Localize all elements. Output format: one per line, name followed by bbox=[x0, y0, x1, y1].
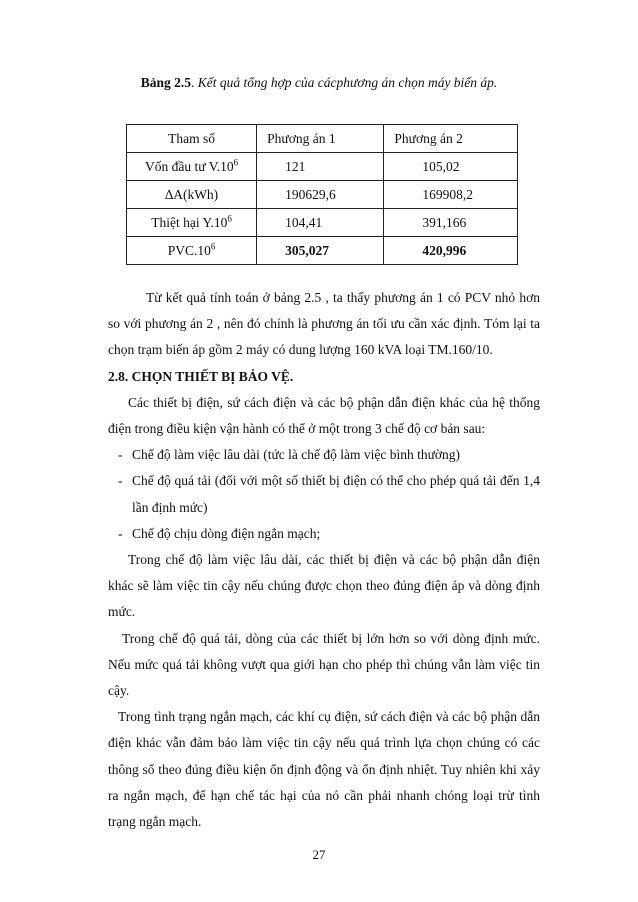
bullet-dash: - bbox=[118, 525, 123, 541]
bullet-dash: - bbox=[118, 447, 123, 463]
list-item bbox=[108, 468, 540, 520]
header-cell: Tham số bbox=[127, 125, 257, 153]
table-row bbox=[127, 153, 518, 181]
row-label-text: Vốn đầu tư V.10 bbox=[145, 158, 234, 174]
cell-value: 104,41 bbox=[257, 209, 384, 237]
cell-value: 190629,6 bbox=[257, 181, 384, 209]
row-label-text: ∆A(kWh) bbox=[164, 186, 219, 202]
row-label-text: Thiệt hại Y.10 bbox=[151, 214, 228, 230]
cell-value: 420,996 bbox=[384, 237, 518, 265]
table-header-row bbox=[127, 125, 518, 153]
list-item bbox=[108, 442, 540, 468]
paragraph: Trong chế độ làm việc lâu dài, các thiết bị điện và các bộ phận dẫn điện khác sẽ làm việc tin cậy nếu chúng được chọn theo đúng điện áp và dòng định mức. bbox=[108, 552, 540, 620]
paragraph: Từ kết quả tính toán ở bảng 2.5 , ta thấy phương án 1 có PCV nhỏ hơn so với phương án 2 , nên đó chính là phương án tối ưu cần xác định. Tóm lại ta chọn trạm biến áp gồm 2 máy có dung lượng 160 kVA loại TM.160/10. bbox=[108, 290, 540, 358]
cell-value: 391,166 bbox=[384, 209, 518, 237]
section-heading: 2.8. CHỌN THIẾT BỊ BẢO VỆ. bbox=[108, 368, 294, 384]
row-label-text: PVC.10 bbox=[167, 242, 211, 258]
header-cell: Phương án 1 bbox=[257, 125, 384, 153]
cell-value: 105,02 bbox=[384, 153, 518, 181]
table-caption bbox=[0, 74, 638, 92]
cell-value: 169908,2 bbox=[384, 181, 518, 209]
list-item-text: Chế độ chịu dòng điện ngắn mạch; bbox=[132, 525, 321, 541]
cell-value: 305,027 bbox=[257, 237, 384, 265]
table-row bbox=[127, 181, 518, 209]
paragraph: Các thiết bị điện, sứ cách điện và các bộ phận dẫn điện khác của hệ thống điện trong điều kiện vận hành có thể ở một trong 3 chế độ cơ bản sau: bbox=[108, 394, 540, 437]
table-row bbox=[127, 209, 518, 237]
bullet-dash: - bbox=[118, 473, 123, 489]
paragraph: Trong chế độ quá tải, dòng của các thiết bị lớn hơn so với dòng định mức. Nếu mức quá tải không vượt qua giới hạn cho phép thì chúng vẫn làm việc tin cậy. bbox=[108, 630, 540, 699]
list-item-text: Chế độ làm việc lâu dài (tức là chế độ làm việc bình thường) bbox=[132, 447, 461, 463]
table-row bbox=[127, 237, 518, 265]
header-cell: Phương án 2 bbox=[384, 125, 518, 153]
row-label bbox=[127, 153, 257, 181]
page-number: 27 bbox=[312, 847, 326, 862]
caption-label: Bảng 2.5 bbox=[140, 75, 191, 90]
caption-text: Kết quả tổng hợp của cácphương án chọn máy biến áp. bbox=[197, 75, 498, 90]
row-label-exponent: 6 bbox=[210, 241, 216, 251]
cell-value: 121 bbox=[257, 153, 384, 181]
list-item bbox=[108, 521, 540, 547]
body-text bbox=[108, 285, 540, 835]
caption-separator: . bbox=[190, 75, 198, 90]
paragraph: Trong tình trạng ngắn mạch, các khí cụ điện, sứ cách điện và các bộ phận dẫn điện khác vẫn đảm bảo làm việc tin cậy nếu quá trình lựa chọn chúng có các thông số theo đúng điều kiện ổn định động và ổn định nhiệt. Tuy nhiên khi xảy ra ngắn mạch, để hạn chế tác hại của nó cần phải nhanh chóng loại trừ tình trạng ngắn mạch. bbox=[108, 709, 540, 830]
row-label-exponent: 6 bbox=[227, 213, 232, 223]
row-label bbox=[127, 209, 257, 237]
row-label bbox=[127, 237, 257, 265]
list-item-text: Chế độ quá tải (đối với một số thiết bị điện có thể cho phép quá tải đến 1,4 lần định mức) bbox=[132, 473, 540, 515]
row-label-exponent: 6 bbox=[233, 157, 239, 167]
result-table bbox=[126, 124, 518, 265]
row-label bbox=[127, 181, 257, 209]
